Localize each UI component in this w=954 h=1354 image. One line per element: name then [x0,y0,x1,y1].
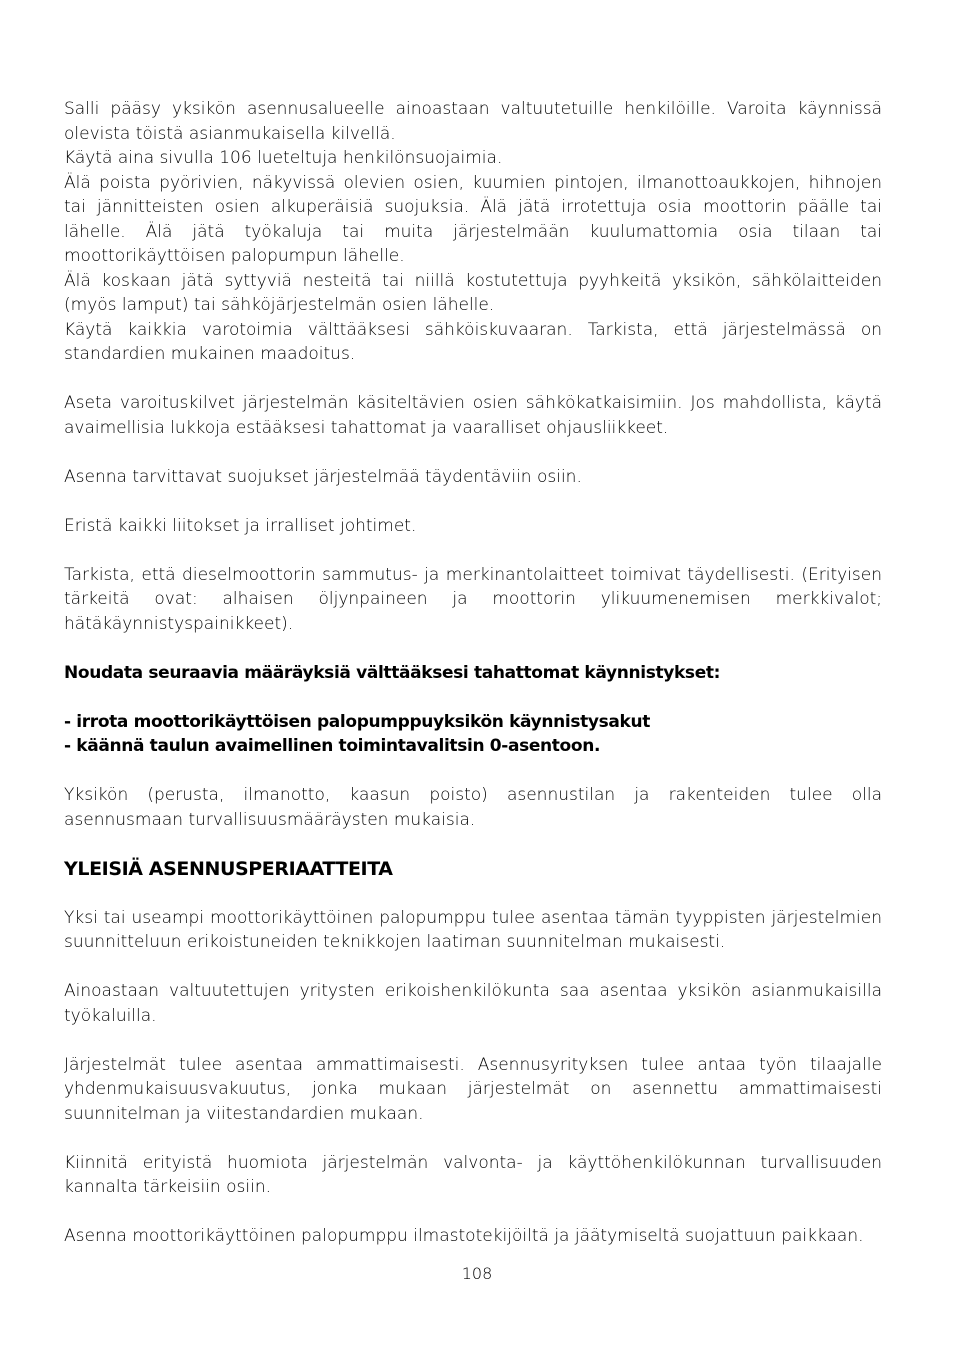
spacer [64,367,882,392]
paragraph-installation-space: Yksikön (perusta, ilmanotto, kaasun poisto) asennustilan ja rakenteiden tulee olla asennusmaan turvallisuusmääräysten mukaisia. [64,785,882,830]
spacer [64,759,882,784]
emphasis-list-item: - irrota moottorikäyttöisen palopumppuyksikön käynnistysakut [64,711,651,732]
spacer [64,1200,882,1225]
paragraph-protective-covers: Asenna tarvittavat suojukset järjestelmää täydentäviin osiin. [64,466,582,487]
paragraph-warning-signs: Aseta varoituskilvet järjestelmän käsiteltävien osien sähkökatkaisimiin. Jos mahdollista, käytä avaimellisia lukkoja estääksesi tahattomat ja vaaralliset ohjausliikkeet. [64,393,882,438]
paragraph-authorized-personnel: Ainoastaan valtuutettujen yritysten erikoishenkilökunta saa asentaa yksikön asianmukaisilla työkaluilla. [64,981,882,1026]
paragraph-guards: Älä poista pyörivien, näkyvissä olevien osien, kuumien pintojen, ilmanottoaukkojen, hihnojen tai jännitteisten osien alkuperäisiä suojuksia. Älä jätä irrotettuja osia moottorin päälle tai lähelle. Älä jätä työkaluja tai muita järjestelmään kuulumattomia osia tilaan tai moottorikäyttöisen palopumpun lähelle. [64,172,882,266]
spacer [64,832,882,857]
paragraph-safety-attention: Kiinnitä erityistä huomiota järjestelmän valvonta- ja käyttöhenkilökunnan turvallisuuden kannalta tärkeisiin osiin. [64,1152,882,1197]
spacer [64,636,882,661]
spacer [64,685,882,710]
paragraph-access-restriction: Salli pääsy yksikön asennusalueelle ainoastaan valtuutetuille henkilöille. Varoita käynnissä olevista töistä asianmukaisella kilvellä. [64,99,882,144]
paragraph-flammable-liquids: Älä koskaan jätä syttyviä nesteitä tai niillä kostutettuja pyyhkeitä yksikön, sähkölaitteiden (myös lamput) tai sähköjärjestelmän osien lähelle. [64,270,882,315]
spacer [64,440,882,465]
section-heading: YLEISIÄ ASENNUSPERIAATTEITA [64,857,393,880]
spacer [64,538,882,563]
paragraph-electric-shock: Käytä kaikkia varotoimia välttääksesi sähköiskuvaaran. Tarkista, että järjestelmässä on standardien mukainen maadoitus. [64,319,882,364]
spacer [64,1126,882,1151]
paragraph-protective-equipment: Käytä aina sivulla 106 lueteltuja henkilönsuojaimia. [64,148,503,168]
paragraph-weather-protection: Asenna moottorikäyttöinen palopumppu ilmastotekijöiltä ja jäätymiseltä suojattuun paikkaan. [64,1226,864,1246]
paragraph-installation-plan: Yksi tai useampi moottorikäyttöinen palopumppu tulee asentaa tämän tyyppisten järjestelmien suunnitteluun erikoistuneiden teknikkojen laatiman suunnitelman mukaisesti. [64,907,882,952]
page-body [64,97,882,1249]
paragraph-professional-installation: Järjestelmät tulee asentaa ammattimaisesti. Asennusyrityksen tulee antaa työn tilaajalle yhdenmukaisuusvakuutus, jonka mukaan järjestelmät on asennettu ammattimaisesti suunnitelman ja viitestandardien mukaan. [64,1054,882,1124]
spacer [64,881,882,906]
page-number: 108 [461,1264,493,1283]
spacer [64,1028,882,1053]
emphasis-intro: Noudata seuraavia määräyksiä välttääksesi tahattomat käynnistykset: [64,662,721,683]
emphasis-list-item: - käännä taulun avaimellinen toimintavalitsin 0-asentoon. [64,736,601,756]
spacer [64,955,882,980]
paragraph-diesel-check: Tarkista, että dieselmoottorin sammutus- ja merkinantolaitteet toimivat täydellisesti. (Erityisen tärkeitä ovat: alhaisen öljynpaineen ja moottorin ylikuumenemisen merkkivalot; hätäkäynnistyspainikkeet). [64,564,882,634]
paragraph-insulate-connections: Eristä kaikki liitokset ja irralliset johtimet. [64,515,417,536]
spacer [64,489,882,514]
